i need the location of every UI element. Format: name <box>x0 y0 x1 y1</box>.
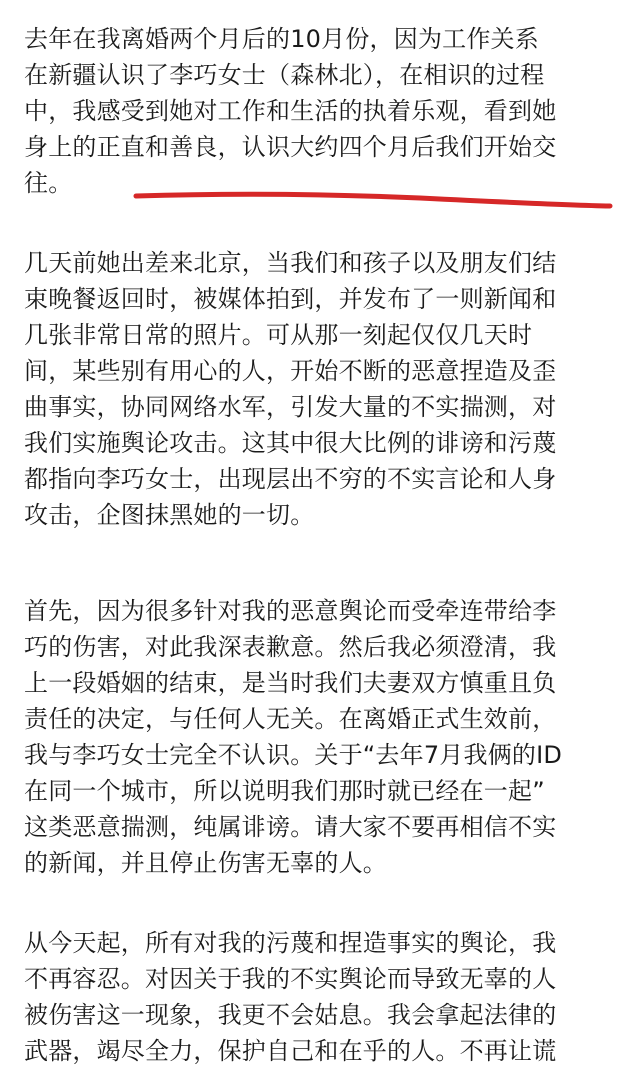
text-line: 在同一个城市，所以说明我们那时就已经在一起” <box>24 777 545 805</box>
paragraph-1 <box>24 21 620 201</box>
text-line: 在新疆认识了李巧女士（森林北），在相识的过程 <box>24 61 545 89</box>
text-line: 去年在我离婚两个月后的10月份，因为工作关系 <box>24 25 539 53</box>
text-line: 的新闻，并且停止伤害无辜的人。 <box>24 849 387 877</box>
text-line: 身上的正直和善良，认识大约四个月后我们开始交 <box>24 133 557 161</box>
text-line: 首先，因为很多针对我的恶意舆论而受牵连带给李 <box>24 597 557 625</box>
text-line: 往。 <box>24 169 73 197</box>
paragraph-3 <box>24 593 620 881</box>
paragraph-4 <box>24 925 620 1069</box>
text-line: 上一段婚姻的结束，是当时我们夫妻双方慎重且负 <box>24 669 557 697</box>
text-line: 几天前她出差来北京，当我们和孩子以及朋友们结 <box>24 249 557 277</box>
text-line: 武器，竭尽全力，保护自己和在乎的人。不再让谎 <box>24 1037 557 1065</box>
text-line: 攻击，企图抹黑她的一切。 <box>24 501 315 529</box>
text-line: 间，某些别有用心的人，开始不断的恶意捏造及歪 <box>24 357 557 385</box>
text-line: 束晚餐返回时，被媒体拍到，并发布了一则新闻和 <box>24 285 557 313</box>
text-line: 巧的伤害，对此我深表歉意。然后我必须澄清，我 <box>24 633 557 661</box>
text-line: 不再容忍。对因关于我的不实舆论而导致无辜的人 <box>24 965 557 993</box>
text-line: 责任的决定，与任何人无关。在离婚正式生效前， <box>24 705 557 733</box>
text-line: 都指向李巧女士，出现层出不穷的不实言论和人身 <box>24 465 557 493</box>
text-line: 中，我感受到她对工作和生活的执着乐观，看到她 <box>24 97 557 125</box>
text-line: 被伤害这一现象，我更不会姑息。我会拿起法律的 <box>24 1001 557 1029</box>
text-line: 几张非常日常的照片。可从那一刻起仅仅几天时 <box>24 321 533 349</box>
paragraph-2 <box>24 245 620 533</box>
text-line: 从今天起，所有对我的污蔑和捏造事实的舆论，我 <box>24 929 557 957</box>
text-line: 这类恶意揣测，纯属诽谤。请大家不要再相信不实 <box>24 813 557 841</box>
text-line: 曲事实，协同网络水军，引发大量的不实揣测，对 <box>24 393 557 421</box>
text-line: 我们实施舆论攻击。这其中很大比例的诽谤和污蔑 <box>24 429 557 457</box>
text-line: 我与李巧女士完全不认识。关于“去年7月我俩的ID <box>24 741 563 769</box>
